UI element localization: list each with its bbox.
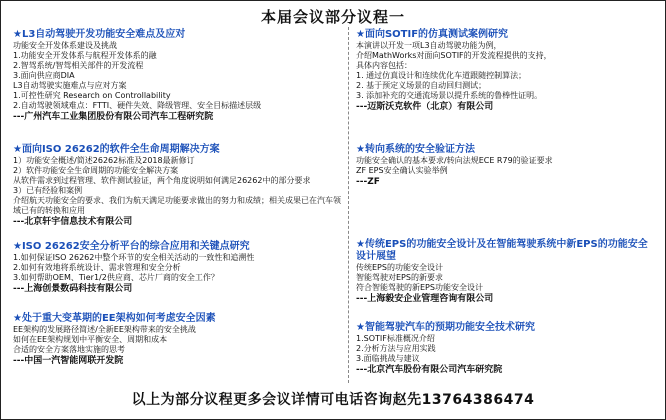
session-sotif-technology [356, 322, 656, 376]
session-line: 如何在EE架构规划中平衡安全、周期和成本 [13, 335, 168, 344]
session-line: 2. 基于预定义场景的自动回归测试； [356, 81, 487, 90]
session-line: 介绍MathWorks对面向SOTIF的开发流程提供的支持， [356, 51, 552, 60]
session-line: L3自动驾驶实施难点与应对方案 [13, 81, 127, 90]
session-line: 2.智驾系统/智驾相关部件的开发流程 [13, 61, 144, 70]
session-organization: ---中国一汽智能网联开发院 [13, 356, 124, 366]
session-line: ZF EPS安全确认实验举例 [356, 166, 448, 175]
session-line: 2.分析方法与应用实践 [356, 344, 436, 353]
contact-footer: 以上为部分议程更多会议详情可电话咨询赵先13764386474 [131, 392, 535, 408]
session-title: ★智能驾驶汽车的预期功能安全技术研究 [356, 322, 535, 333]
session-title: ★ISO 26262安全分析平台的综合应用和关键点研究 [13, 241, 250, 252]
session-steering-validation [356, 144, 656, 188]
session-title: ★L3自动驾驶开发功能安全难点及应对 [13, 29, 186, 40]
session-line: 2.自动驾驶领域难点：FTTI、硬件失效、降级管理、安全目标描述层级 [13, 101, 262, 110]
session-line: 2）软件功能安全生命周期的功能安全解决方案 [13, 166, 179, 175]
session-line: 具体内容包括： [356, 61, 412, 70]
session-line: 介绍航天功能安全的要求、我们为航天满足功能要求做出的努力和成绩；相关成果已在汽车领域已有的转换和应用 [13, 196, 341, 215]
session-organization: ---上海毅安企业管理咨询有限公司 [356, 294, 494, 304]
session-organization: ---迈斯沃克软件（北京）有限公司 [356, 102, 494, 112]
session-organization: ---ZF [356, 177, 380, 187]
session-line: 3. 添加补充的交通流场景以提升系统的鲁棒性证明。 [356, 91, 543, 100]
session-line: 1. 通过仿真设计和连续优化车道跟随控制算法； [356, 71, 527, 80]
session-line: 1.功能安全开发体系与航程开发体系的融 [13, 51, 157, 60]
session-eps-safety [356, 239, 656, 305]
session-l3-safety [13, 29, 343, 123]
session-line: 智能驾驶对EPS的新要求 [356, 273, 443, 282]
session-line: 符合智能驾驶的新EPS功能安全设计 [356, 283, 483, 292]
session-line: 1）功能安全概述/简述26262标准及2018最新修订 [13, 156, 195, 165]
session-line: 从软件需求到过程管理、软件测试验证，两个角度说明如何满足26262中的部分要求 [13, 176, 311, 185]
session-line: 本演讲以开发一项L3自动驾驶功能为例， [356, 41, 502, 50]
session-title: ★转向系统的安全验证方法 [356, 144, 475, 155]
session-line: 功能安全确认的基本要求/转向法规ECE R79的验证要求 [356, 156, 553, 165]
session-line: 3.如何帮助OEM、Tier1/2供应商、芯片厂商的安全工作？ [13, 273, 219, 282]
session-line: 3）已有经验和案例 [13, 186, 83, 195]
session-line: 3.面向供应商DIA [13, 71, 75, 80]
session-line: 合适的安全方案落地实施的思考 [13, 345, 125, 354]
session-line: EE架构的发展路径简述/全新EE架构带来的安全挑战 [13, 325, 196, 334]
session-title: ★处于重大变革期的EE架构如何考虑安全因素 [13, 313, 216, 324]
session-organization: ---北京汽车股份有限公司汽车研究院 [356, 365, 503, 375]
session-line: 2.如何有效地将系统设计、需求管理和安全分析 [13, 263, 181, 272]
session-organization: ---北京轩宇信息技术有限公司 [13, 217, 133, 227]
session-ee-architecture [13, 313, 343, 367]
session-sotif-simulation [356, 29, 656, 113]
session-line: 1.可控性研究 Research on Controllability [13, 91, 171, 100]
session-line: 3.面临挑战与建议 [356, 354, 420, 363]
session-title: ★面向SOTIF的仿真测试案例研究 [356, 29, 509, 40]
session-line: 1.如何保证ISO 26262中整个环节的安全相关活动的一致性和追溯性 [13, 253, 255, 262]
session-safety-analysis-platform [13, 241, 343, 295]
session-title: ★传统EPS的功能安全设计及在智能驾驶系统中新EPS的功能安全设计展望 [356, 239, 648, 262]
session-line: 功能安全开发体系建设及挑战 [13, 41, 117, 50]
column-divider [348, 27, 349, 383]
session-title: ★面向ISO 26262的软件全生命周期解决方案 [13, 144, 220, 155]
session-line: 传统EPS的功能安全设计 [356, 263, 443, 272]
session-organization: ---上海创景数码科技有限公司 [13, 284, 133, 294]
session-line: 1.SOTIF标准概况介绍 [356, 334, 435, 343]
session-organization: ---广州汽车工业集团股份有限公司汽车工程研究院 [13, 112, 214, 122]
session-iso26262-software [13, 144, 343, 228]
page-title: 本届会议部分议程一 [260, 8, 405, 26]
